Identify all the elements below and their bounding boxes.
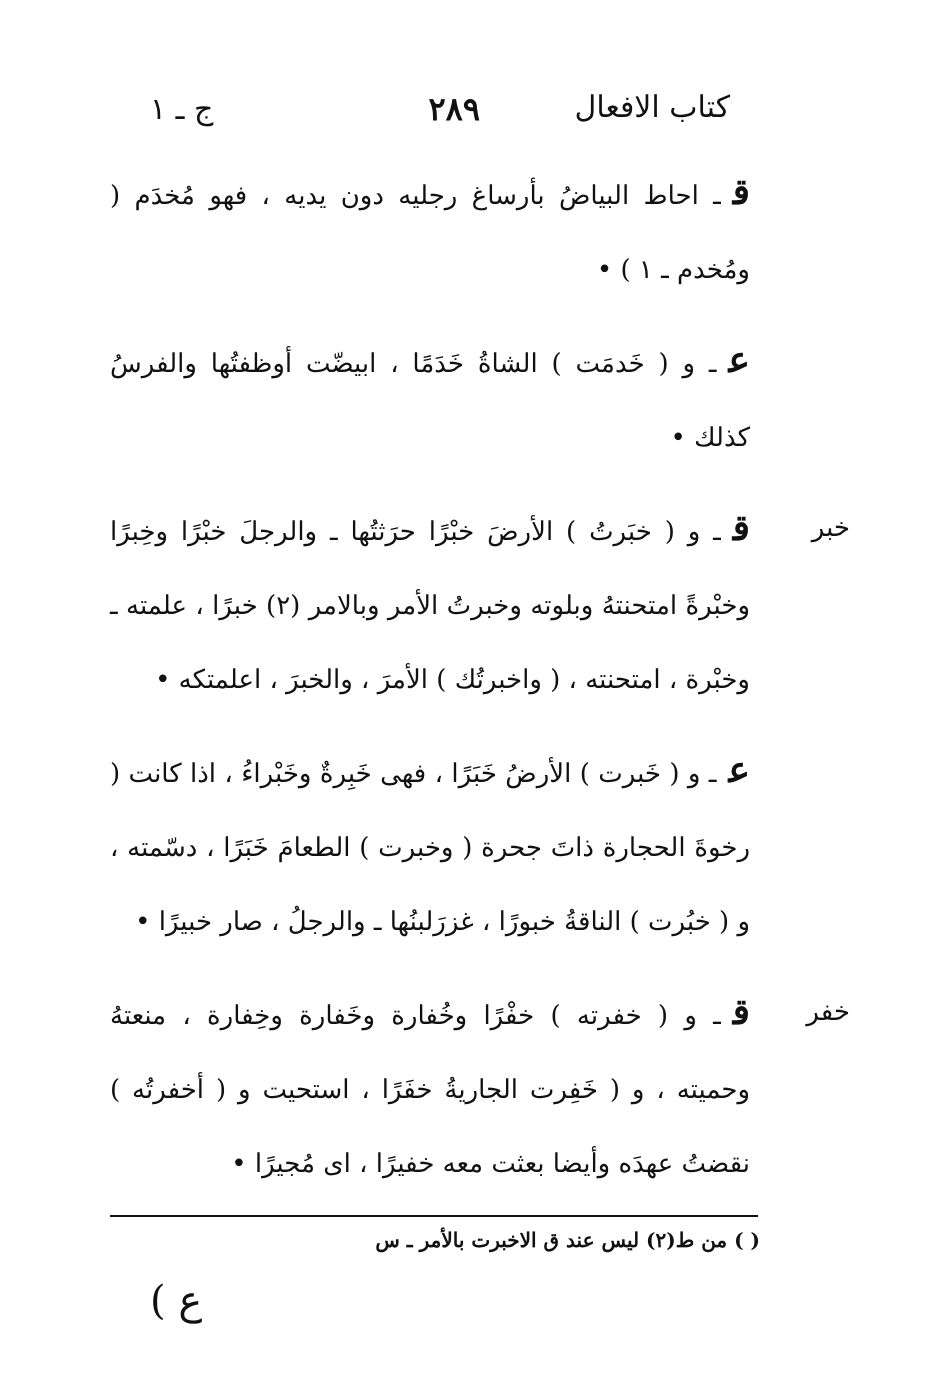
entry-text: ـ و ( خَبرت ) الأرضُ خَبَرًا ، فهى خَبِرةٌ وخَبْراءُ ، اذا كانت ( رخوةَ الحجارة ذاتَ جحرة ( وخبرت ) الطعامَ خَبَرًا ، دسّمته ، و ( خبُرت ) الناقةُ خبورًا ، غزرَلبنُها ـ والرجلُ ، صار خبيرًا • [110,759,750,937]
footnote: ( ) من ط(٢) ليس عند ق الاخبرت بالأمر ـ س [375,1228,760,1252]
page-number: ٢٨٩ [428,90,480,128]
entry-siglum: ق [732,991,750,1033]
page-header [130,90,730,140]
entry-root-word: خفر [806,997,850,1027]
entry-siglum: ع [728,749,750,791]
entry [110,491,850,717]
entry [110,323,750,475]
entry [110,155,750,307]
entry-text: ـ و ( خفرته ) خفْرًا وخُفارة وخَفارة وخِفارة ، منعتهُ وحميته ، و ( خَفِرت الجاريةُ خفَرًا ، استحيت و ( أخفرتُه ) نقضتُ عهدَه وأيضا بعثت معه خفيرًا ، اى مُجيرًا • [110,1001,750,1179]
bottom-mark: ع ) [150,1278,203,1324]
footnote-divider [110,1215,758,1217]
volume-label: ج ـ ١ [150,92,214,127]
entry-siglum: ق [732,171,750,213]
entry-text: ـ احاط البياضُ بأرساغ رجليه دون يديه ، فهو مُخدَم ( ومُخدم ـ ١ ) • [110,181,750,285]
entry-text: ـ و ( خبَرتُ ) الأرضَ خبْرًا حرَثتُها ـ والرجلَ خبْرًا وخِبرًا وخبْرةً امتحنتهُ وبلوته وخبرتُ الأمر وبالامر (٢) خبرًا ، علمته ـ وخبْرة ، امتحنته ، ( واخبرتُك ) الأمرَ ، والخبرَ ، اعلمتكه • [110,517,750,695]
entry-root-word: خبر [811,513,850,543]
entry-text: ـ و ( خَدمَت ) الشاةُ خَدَمًا ، ابيضّت أوظفتُها والفرسُ كذلك • [110,349,750,453]
entry [110,975,850,1201]
book-title: كتاب الافعال [574,90,730,125]
entry-siglum: ق [732,507,750,549]
entry [110,733,750,959]
entry-siglum: ع [728,339,750,381]
dictionary-entries [110,155,850,1217]
